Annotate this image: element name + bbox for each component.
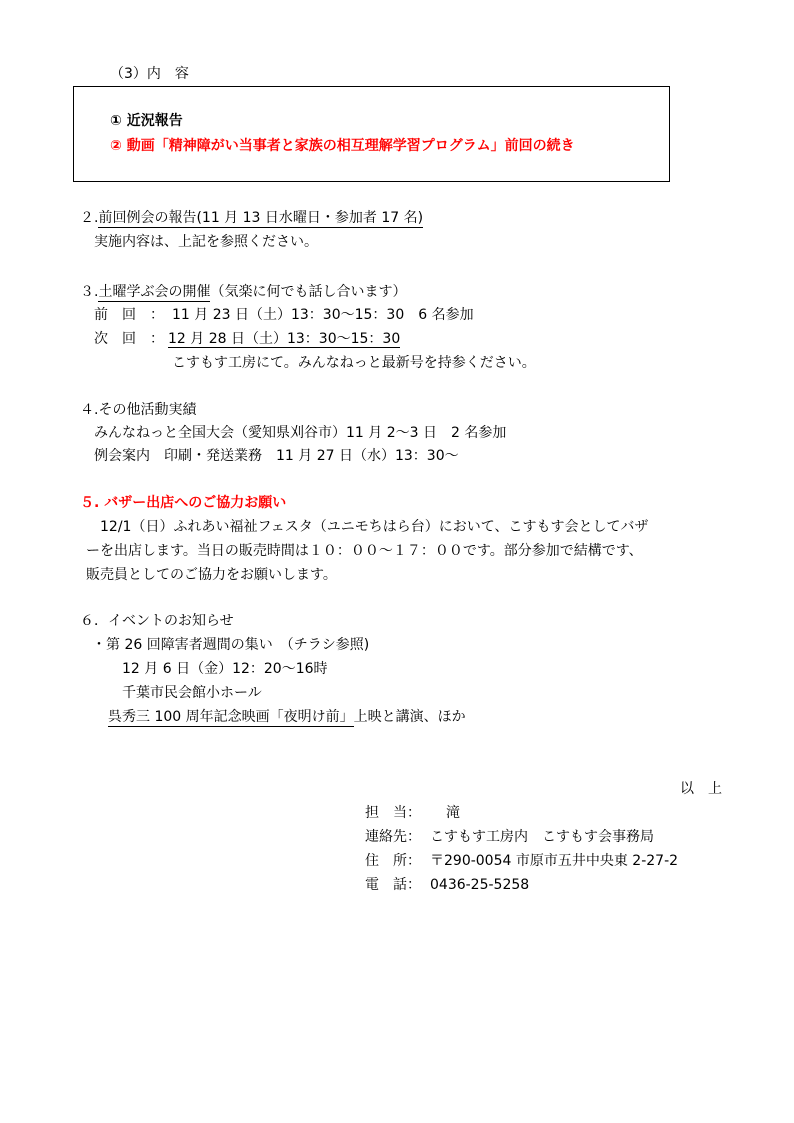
section5-line1: 12/1（日）ふれあい福祉フェスタ（ユニモちはら台）において、こすもす会としてバザ [100, 519, 649, 535]
event-name: ・第 26 回障害者週間の集い （チラシ参照) [92, 637, 370, 653]
closing-mark: 以 上 [680, 781, 722, 797]
section5-title: ５. バザー出店へのご協力お願い [80, 495, 287, 511]
section5-line2: ーを出店します。当日の販売時間は１０：００～１７：００です。部分参加で結構です、 [86, 543, 643, 559]
contact-address-value: 〒290-0054 市原市五井中央東 2-27-2 [430, 853, 679, 869]
contact-phone-label: 電 話： [365, 877, 421, 893]
contact-phone-value: 0436-25-5258 [430, 877, 530, 893]
contact-address-label: 住 所： [365, 853, 421, 869]
section2-title: 前回例会の報告(11 月 13 日水曜日・参加者 17 名) [98, 210, 424, 226]
next-meeting-label: 次 回 ： [94, 331, 164, 347]
agenda-item-video: ② 動画「精神障がい当事者と家族の相互理解学習プログラム」前回の続き [110, 138, 575, 154]
section3-number: ３. [80, 284, 99, 300]
agenda-item-recent-report: ① 近況報告 [110, 113, 183, 129]
section2-heading [80, 211, 423, 225]
section3-title-line [80, 285, 406, 299]
section2-number: ２. [80, 210, 99, 226]
contact-person-label: 担 当： [365, 805, 421, 821]
previous-meeting-value: 11 月 23 日（土）13：30～15：30 6 名参加 [172, 307, 474, 323]
event-venue: 千葉市民会館小ホール [122, 685, 262, 701]
event-program-rest: 上映と講演、ほか [353, 709, 466, 725]
agenda-box [73, 86, 670, 182]
contact-person-value: 滝 [446, 805, 460, 821]
section2-body: 実施内容は、上記を参照ください。 [94, 234, 318, 250]
section4-title: ４.その他活動実績 [80, 402, 197, 418]
event-date: 12 月 6 日（金）12：20～16時 [122, 661, 328, 677]
section4-line2: 例会案内 印刷・発送業務 11 月 27 日（水）13：30～ [94, 448, 459, 464]
section3-title: 土曜学ぶ会の開催 [98, 284, 211, 300]
film-title: 呉秀三 100 周年記念映画「夜明け前」 [108, 709, 354, 725]
section3-note: （気楽に何でも話し合います） [210, 284, 407, 300]
section5-line3: 販売員としてのご協力をお願いします。 [86, 567, 337, 583]
section3-heading: （3）内 容 [110, 66, 189, 82]
section6-title: ６．イベントのお知らせ [80, 613, 234, 629]
meeting-place: こすもす工房にて。みんなねっと最新号を持参ください。 [172, 355, 536, 371]
contact-org-value: こすもす工房内 こすもす会事務局 [430, 829, 654, 845]
event-program [108, 710, 466, 724]
next-meeting-value: 12 月 28 日（土）13：30～15：30 [168, 331, 401, 347]
section4-line1: みんなねっと全国大会（愛知県刈谷市）11 月 2～3 日 2 名参加 [94, 425, 507, 441]
previous-meeting-label: 前 回 ： [94, 307, 164, 323]
contact-org-label: 連絡先： [365, 829, 421, 845]
